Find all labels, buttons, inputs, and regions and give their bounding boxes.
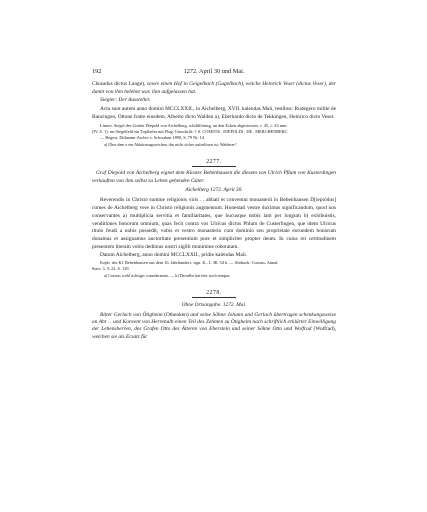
- doc-2277-place-date: Aichelberg 1272. April 30.: [185, 186, 243, 193]
- doc-2278-number: 2278.: [206, 289, 222, 296]
- section-divider: [192, 297, 236, 298]
- page-number: 192: [92, 68, 102, 75]
- doc-2276-intro: [92, 81, 336, 97]
- doc-2277-number: 2277.: [206, 159, 222, 166]
- doc-2276-note-line: — Regest: Dölmann-Archiv v. Schwaben 1890, S. 79 Nr. 14.: [100, 134, 205, 140]
- doc-2277-datum: Datum Aichelberg, anno domini MCCLXXII., pridie kalendas Maii.: [100, 252, 248, 259]
- doc-2277-archival-note: [92, 260, 336, 272]
- doc-2277-note-line: Suev. 3, 9, 22, S. 129.: [92, 266, 130, 272]
- section-divider: [192, 166, 236, 167]
- doc-2278-summary-part: und seine Söhne Johann und Gerlach übertragen schenkungsweise an Abt . . und Konvent von Herrenalb einen Teil des Zehnten zu Ötigheim nach schriftlich erklärter Einwilligung der Lehensherren, des Grafen Otto des Älteren von Eberstein und seiner Söhne Otto und Wolfrad: [92, 311, 336, 333]
- text-column: [92, 81, 336, 341]
- doc-2276-intro-roman: Chraudus dictus Lange),: [92, 81, 147, 87]
- doc-2276-archival-note: [92, 123, 336, 141]
- doc-2278-summary: [92, 312, 336, 341]
- doc-2278-place-date: Ohne Ortsangabe. 1272. Mai.: [181, 301, 247, 308]
- header-title: 1272. April 30 und Mai.: [183, 68, 245, 75]
- doc-2276-siegler: Siegler: Der Aussteller.: [100, 96, 151, 103]
- doc-2278-summary-part: (Othenken): [164, 311, 191, 318]
- doc-2277-summary: Graf Diepold von Aichelberg eignet dem Kloster Bebenhausen die diesem von Ulrich Pflum von Kusterdingen verkauften von ihm selbst zu Lehen gehenden Güter.: [92, 170, 336, 184]
- doc-2277-note-line: Kopb. des Kl. Bebenhausen aus dem 16. Jahrhundert, sign. K., I., Bl. 54 b. — Abdruck: Crusius, Annal.: [100, 260, 279, 266]
- doc-2278-summary-part: welchen sie als Ersatz für: [92, 333, 148, 340]
- doc-2278-summary-part: Bitter Gerlach von Ötigheim: [100, 311, 165, 318]
- doc-2277-footnote: a) Crusius wohl richtiger considerantes. — b) Derselbe hat hier noch tempus.: [104, 273, 231, 279]
- doc-2276-note-line: Liniert. Siegel des Grafen Diepold von Aichelberg, schildförmig, an den Ecken abgestossen, c. 45, c. 43 mm.: [100, 122, 288, 128]
- running-header: [92, 67, 336, 77]
- doc-2276-intro-italic: sowie einen Hof in Geigelbach (Gugelbach), welche Heinrich Veser (dictus Veser), der damit von ihm belehnt war, ihm aufgelassen hat.: [92, 81, 336, 95]
- doc-2276-actum: Acta sunt autem anno domini MCCLXXII., in Aichelberg, XVII. kalendas Maii, testibus: Rudegero milite de Banzingen, Ottone fratre eiusdem, Alberto dicto Walden a), Eberhardo dicto de Tekkingen, Heinrico dicto Veser.: [92, 105, 336, 120]
- doc-2276-note-line: (IV. S. 1): im Siegelfeld ein Topfhelm mit Flug; Umschrift: † S. COMITIS . DIEPOLDI . DE . MERCHENBERC.: [92, 128, 289, 134]
- doc-2276-footnote: a) Über dem e ein Abkürzungszeichen, das nicht sicher aufzulösen ist: Walderer?: [104, 141, 237, 147]
- doc-2278-summary-part: (Wolfrad),: [313, 326, 336, 333]
- doc-2277-body: Reverendis in Christo summe religionis viris . . abbati et conventui monasterii in Bebenhausen D[iepoldus] comes de Aichelberg vere in Christo religionis augmentum. Honestati vestre duximus significandum, quod nos conservantes a) multiplicia servitia et familiaritates, que hucusque nobis iam per longum b) exhibuistis, venditiones bonorum omnium, quas fecit contra vos Ulricus dictus Phlum de Custerlingen, que idem Ulricus titulo feudi a nobis possedit, vobis et vestro monasterio cum dominio seu proprietate eorundem bonorum donamus et assignamus auctoritate presentium pure et simpliciter propter deum. In cuius rei certitudinem presentem literam vobis dedimus nostri sigilli munimine roboratam.: [92, 196, 336, 251]
